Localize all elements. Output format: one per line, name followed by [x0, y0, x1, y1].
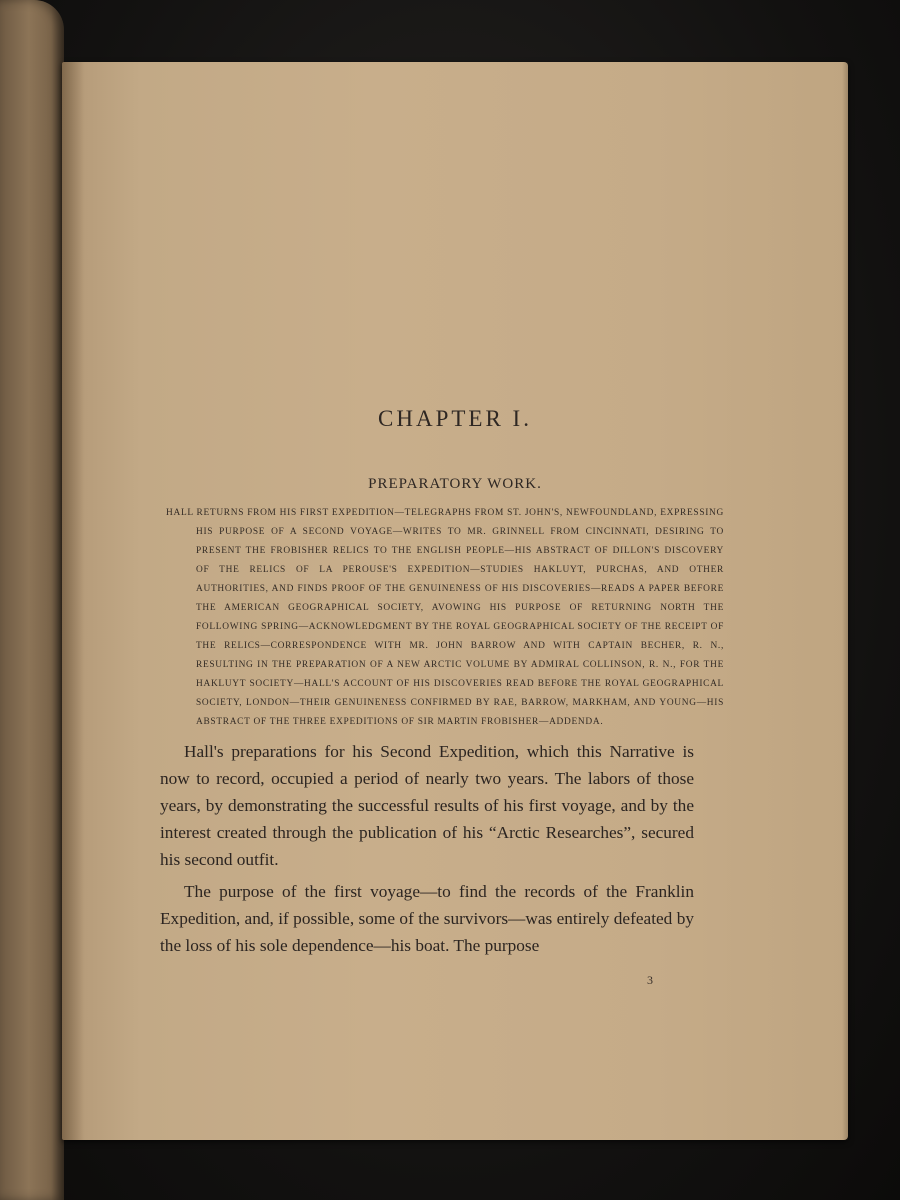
page-edge-shading	[842, 62, 848, 1140]
section-title: PREPARATORY WORK.	[368, 476, 542, 492]
chapter-synopsis: HALL RETURNS FROM HIS FIRST EXPEDITION—TELEGRAPHS FROM ST. JOHN'S, NEWFOUNDLAND, EXPRESSING HIS PURPOSE OF A SECOND VOYAGE—WRITES TO MR. GRINNELL FROM CINCINNATI, DESIRING TO PRESENT THE FROBISHER RELICS TO THE ENGLISH PEOPLE—HIS ABSTRACT OF DILLON'S DISCOVERY OF THE RELICS OF LA PEROUSE'S EXPEDITION—STUDIES HAKLUYT, PURCHAS, AND OTHER AUTHORITIES, AND FINDS PROOF OF THE GENUINENESS OF HIS DISCOVERIES—READS A PAPER BEFORE THE AMERICAN GEOGRAPHICAL SOCIETY, AVOWING HIS PURPOSE OF RETURNING NORTH THE FOLLOWING SPRING—ACKNOWLEDGMENT BY THE ROYAL GEOGRAPHICAL SOCIETY OF THE RECEIPT OF THE RELICS—CORRESPONDENCE WITH MR. JOHN BARROW AND WITH CAPTAIN BECHER, R. N., RESULTING IN THE PREPARATION OF A NEW ARCTIC VOLUME BY ADMIRAL COLLINSON, R. N., FOR THE HAKLUYT SOCIETY—HALL'S ACCOUNT OF HIS DISCOVERIES READ BEFORE THE ROYAL GEOGRAPHICAL SOCIETY, LONDON—THEIR GENUINENESS CONFIRMED BY RAE, BARROW, MARKHAM, AND YOUNG—HIS ABSTRACT OF THE THREE EXPEDITIONS OF SIR MARTIN FROBISHER—ADDENDA.	[166, 508, 724, 727]
body-text	[160, 738, 694, 959]
body-paragraph: The purpose of the first voyage—to find the records of the Franklin Expedition, and, if possible, some of the survivors—was entirely defeated by the loss of his sole dependence—his boat. The purpose	[160, 882, 694, 955]
body-paragraph: Hall's preparations for his Second Expedition, which this Narrative is now to record, occupied a period of nearly two years. The labors of those years, by demonstrating the successful results of his first voyage, and by the interest created through the publication of his “Arctic Researches”, secured his second outfit.	[160, 742, 694, 869]
page-number: 3	[647, 973, 653, 987]
book-page	[62, 62, 848, 1140]
chapter-title: CHAPTER I.	[378, 406, 532, 431]
facing-page-edge	[0, 0, 64, 1200]
